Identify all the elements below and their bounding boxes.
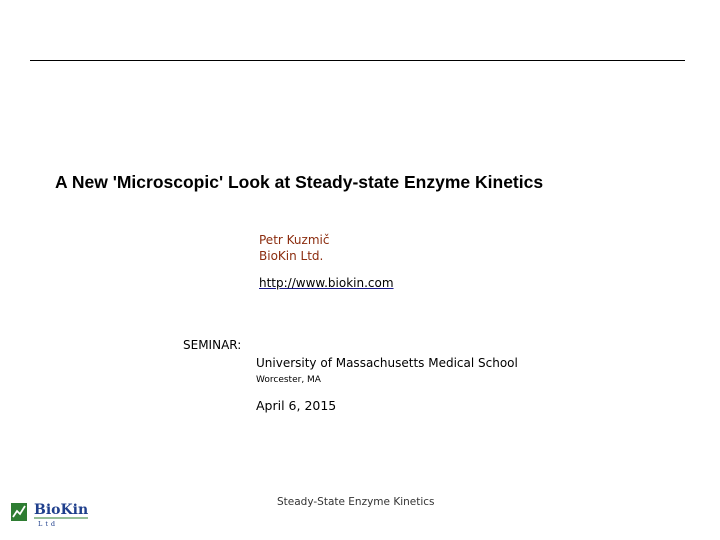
footer-text: Steady-State Enzyme Kinetics	[277, 496, 435, 508]
author-name: Petr Kuzmič	[259, 233, 330, 247]
logo-sub: Ltd	[38, 520, 59, 527]
institution-location: Worcester, MA	[256, 375, 321, 385]
biokin-logo-icon	[10, 497, 90, 527]
title-divider	[30, 60, 685, 61]
website-link[interactable]: http://www.biokin.com	[259, 276, 394, 290]
author-company: BioKin Ltd.	[259, 249, 324, 263]
institution-name: University of Massachusetts Medical School	[256, 356, 518, 370]
slide-title: A New 'Microscopic' Look at Steady-state Enzyme Kinetics	[55, 172, 544, 192]
author-block	[259, 232, 329, 264]
seminar-label: SEMINAR:	[183, 338, 242, 352]
seminar-date: April 6, 2015	[256, 398, 337, 413]
logo-wordmark: BioKin	[34, 502, 89, 518]
